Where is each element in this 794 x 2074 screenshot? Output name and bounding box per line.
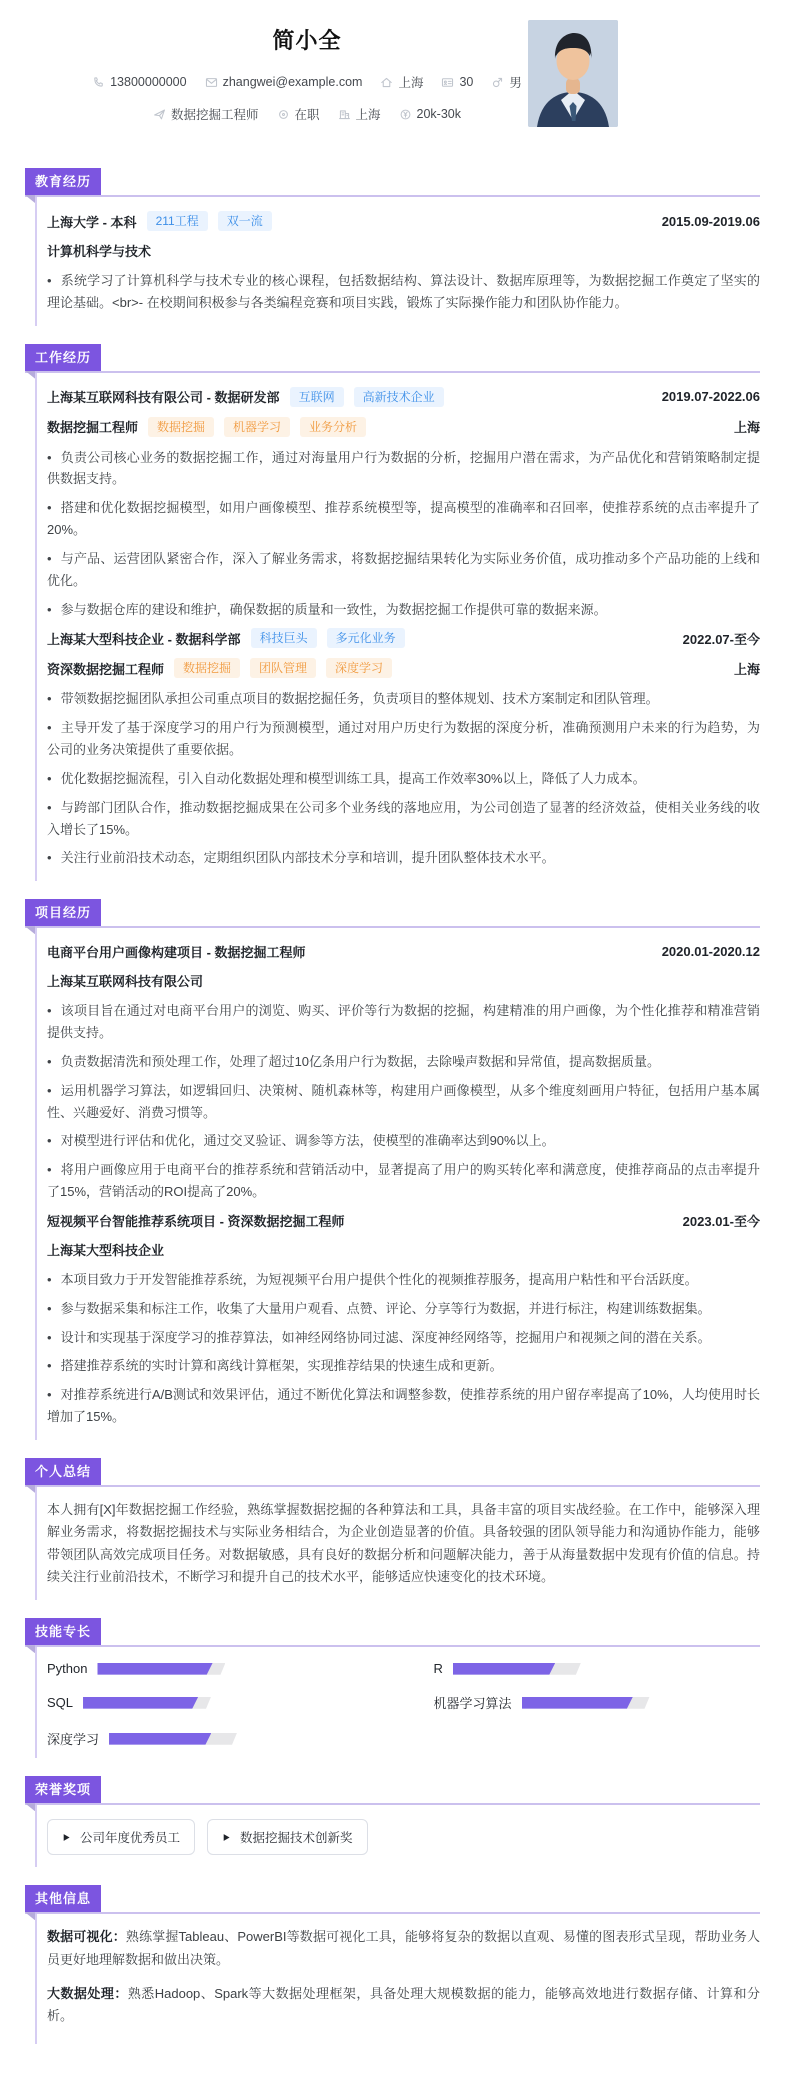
tag: 科技巨头 (251, 628, 317, 648)
entry-date: 2023.01-至今 (682, 1213, 760, 1229)
entry-subtitle-row (47, 1240, 760, 1259)
section-skills (25, 1618, 760, 1758)
tag: 深度学习 (326, 658, 392, 678)
section-fold (25, 371, 35, 379)
skill-name: 机器学习算法 (433, 1696, 512, 1712)
entry-subtitle-group (47, 417, 366, 437)
section-head-awards (25, 1776, 760, 1805)
tag: 团队管理 (250, 658, 316, 678)
tag: 互联网 (290, 387, 344, 407)
section-awards (25, 1776, 760, 1867)
section-projects (25, 899, 760, 1440)
mail-icon (205, 76, 218, 89)
labeled-title: 大数据处理： (47, 1986, 128, 2001)
labeled-text: 熟悉Hadoop、Spark等大数据处理框架，具备处理大规模数据的能力，能够高效地进行数据存储、计算和分析。 (47, 1986, 760, 2024)
entry-date: 2020.01-2020.12 (661, 944, 760, 960)
entry-subtitle: 计算机科学与技术 (47, 244, 152, 259)
section-title-work: 工作经历 (25, 344, 101, 371)
skill-row (434, 1693, 761, 1712)
entry-title-row (47, 628, 760, 648)
contact-text: 上海 (398, 76, 424, 90)
section-head-work (25, 344, 760, 373)
candidate-name: 简小全 (272, 28, 342, 53)
skill-bar (97, 1663, 225, 1675)
bullet-item: • 带领数据挖掘团队承担公司重点项目的数据挖掘任务，负责项目的整体规划、技术方案制定和团队管理。 (47, 688, 760, 710)
award-item[interactable] (47, 1819, 195, 1855)
contact-text: 男 (509, 76, 522, 90)
tag: 数据挖掘 (174, 658, 240, 678)
bullet-item: • 将用户画像应用于电商平台的推荐系统和营销活动中，显著提高了用户的购买转化率和满意度，使推荐商品的点击率提升了15%，营销活动的ROI提高了20%。 (47, 1159, 760, 1203)
section-title-other: 其他信息 (25, 1885, 101, 1912)
gender-icon (491, 76, 504, 89)
skill-bar (453, 1663, 581, 1675)
section-fold (25, 1803, 35, 1811)
tag: 机器学习 (224, 417, 290, 437)
bullet-item: • 对模型进行评估和优化，通过交叉验证、调参等方法，使模型的准确率达到90%以上。 (47, 1130, 760, 1152)
skill-row (434, 1661, 761, 1676)
section-body-awards (35, 1805, 760, 1867)
bullet-item: • 负责公司核心业务的数据挖掘工作，通过对海量用户行为数据的分析，挖掘用户潜在需求，为产品优化和营销策略制定提供数据支持。 (47, 447, 760, 491)
entry-title-group (47, 1211, 345, 1230)
entry-title-row (47, 211, 760, 231)
section-body-projects (35, 928, 760, 1440)
entry-title-group (47, 942, 306, 961)
entry-subtitle-row (47, 971, 760, 990)
section-title-skills: 技能专长 (25, 1618, 101, 1645)
contact-item (277, 105, 320, 123)
contact-item (205, 75, 363, 89)
section-head-projects (25, 899, 760, 928)
skill-bar-fill (83, 1697, 198, 1709)
skill-bar-fill (453, 1663, 555, 1675)
section-title-awards: 荣誉奖项 (25, 1776, 101, 1803)
entry-location: 上海 (733, 420, 760, 436)
entry-title-group (47, 387, 444, 407)
play-icon (62, 1833, 71, 1842)
skill-name: Python (47, 1661, 88, 1677)
section-other (25, 1885, 760, 2043)
bullet-item: • 主导开发了基于深度学习的用户行为预测模型，通过对用户历史行为数据的深度分析，准确预测用户未来的行为趋势，为公司的业务决策提供了重要依据。 (47, 717, 760, 761)
entry-subtitle-group (47, 971, 203, 990)
entry-title-row (47, 942, 760, 961)
entry-title: 上海某大型科技企业 - 数据科学部 (47, 631, 241, 647)
profile-photo-illustration (528, 20, 618, 127)
entry (47, 628, 760, 869)
entry-date: 2019.07-2022.06 (661, 389, 760, 405)
contact-text: 在职 (294, 108, 320, 122)
section-summary (25, 1458, 760, 1600)
entry-subtitle: 资深数据挖掘工程师 (47, 661, 165, 677)
labeled-paragraph (47, 1983, 760, 2028)
skill-bar-fill (97, 1663, 212, 1675)
section-title-projects: 项目经历 (25, 899, 101, 926)
sections-container (25, 168, 760, 2044)
entry-subtitle-row (47, 417, 760, 437)
job-intention-icon (153, 108, 166, 121)
bullet-item: • 搭建和优化数据挖掘模型，如用户画像模型、推荐系统模型等，提高模型的准确率和召回率，使推荐系统的点击率提升了20%。 (47, 497, 760, 541)
skill-row (47, 1661, 374, 1676)
entry-date: 2015.09-2019.06 (661, 213, 760, 229)
award-label: 公司年度优秀员工 (80, 1831, 181, 1846)
bullet-item: • 该项目旨在通过对电商平台用户的浏览、购买、评价等行为数据的挖掘，构建精准的用户画像，为个性化推荐和精准营销提供支持。 (47, 1000, 760, 1044)
contact-item (399, 107, 461, 121)
skill-name: 深度学习 (47, 1732, 100, 1748)
play-icon (222, 1833, 231, 1842)
section-title-education: 教育经历 (25, 168, 101, 195)
entry-date: 2022.07-至今 (682, 631, 760, 647)
entry-title: 电商平台用户画像构建项目 - 数据挖掘工程师 (47, 945, 306, 961)
section-fold (25, 1485, 35, 1493)
skill-bar (522, 1697, 650, 1709)
age-icon (441, 76, 454, 89)
section-body-education (35, 197, 760, 326)
header-center (25, 24, 589, 123)
contact-item (441, 75, 473, 89)
section-head-summary (25, 1458, 760, 1487)
contact-item (338, 105, 381, 123)
award-item[interactable] (207, 1819, 368, 1855)
bullet-item: • 本项目致力于开发智能推荐系统，为短视频平台用户提供个性化的视频推荐服务，提高用户粘性和平台活跃度。 (47, 1269, 760, 1291)
bullet-item: • 系统学习了计算机科学与技术专业的核心课程，包括数据结构、算法设计、数据库原理等，为数据挖掘工作奠定了坚实的理论基础。<br>- 在校期间积极参与各类编程竞赛和项目实践，锻炼了实际操作能力和团队协作能力。 (47, 270, 760, 314)
award-label: 数据挖掘技术创新奖 (240, 1831, 353, 1846)
section-head-other (25, 1885, 760, 1914)
skill-bar-fill (109, 1733, 211, 1745)
tag: 业务分析 (300, 417, 366, 437)
entry (47, 211, 760, 314)
entry-subtitle-group (47, 1240, 164, 1259)
labeled-text: 熟练掌握Tableau、PowerBI等数据可视化工具，能够将复杂的数据以直观、易懂的图表形式呈现，帮助业务人员更好地理解数据和做出决策。 (47, 1929, 760, 1967)
contact-item (153, 105, 259, 123)
contact-row-2 (25, 105, 589, 123)
tag: 数据挖掘 (148, 417, 214, 437)
section-work (25, 344, 760, 882)
bullet-item: • 对推荐系统进行A/B测试和效果评估，通过不断优化算法和调整参数，使推荐系统的用户留存率提高了10%，人均使用时长增加了15%。 (47, 1384, 760, 1428)
resume-header (25, 24, 760, 150)
bullet-item: • 搭建推荐系统的实时计算和离线计算框架，实现推荐结果的快速生成和更新。 (47, 1355, 760, 1377)
section-body-other (35, 1914, 760, 2043)
contact-item (380, 73, 423, 91)
status-icon (277, 108, 290, 121)
entry-location: 上海 (733, 661, 760, 677)
contact-text: 13800000000 (110, 75, 187, 89)
section-fold (25, 926, 35, 934)
entry-title-group (47, 628, 405, 648)
contact-text: 30 (459, 75, 474, 89)
section-title-summary: 个人总结 (25, 1458, 101, 1485)
contact-text: 数据挖掘工程师 (170, 108, 259, 122)
bullet-item: • 与产品、运营团队紧密合作，深入了解业务需求，将数据挖掘结果转化为实际业务价值，成功推动多个产品功能的上线和优化。 (47, 548, 760, 592)
skill-bar-fill (522, 1697, 633, 1709)
phone-icon (92, 76, 105, 89)
contact-text: 上海 (355, 108, 381, 122)
entry-title-row (47, 387, 760, 407)
entry-subtitle: 数据挖掘工程师 (47, 420, 139, 436)
contact-text: zhangwei@example.com (222, 75, 363, 89)
skill-row (47, 1693, 374, 1712)
bullet-item: • 设计和实现基于深度学习的推荐算法，如神经网络协同过滤、深度神经网络等，挖掘用户和视频之间的潜在关系。 (47, 1327, 760, 1349)
entry-subtitle: 上海某大型科技企业 (47, 1242, 165, 1258)
labeled-title: 数据可视化： (47, 1929, 126, 1945)
entry (47, 1211, 760, 1428)
entry-subtitle-group (47, 658, 392, 678)
section-education (25, 168, 760, 326)
contact-item (92, 75, 186, 89)
bullet-item: • 负责数据清洗和预处理工作，处理了超过10亿条用户行为数据，去除噪声数据和异常值，提高数据质量。 (47, 1051, 760, 1073)
bullet-item: • 参与数据仓库的建设和维护，确保数据的质量和一致性，为数据挖掘工作提供可靠的数据来源。 (47, 599, 760, 621)
city-icon (338, 108, 351, 121)
contact-text: 20k-30k (416, 107, 462, 121)
contact-item (491, 73, 522, 91)
entry-title: 上海某互联网科技有限公司 - 数据研发部 (47, 390, 280, 406)
awards-row (47, 1815, 760, 1863)
entry-title-group (47, 211, 272, 231)
section-body-skills (35, 1647, 760, 1758)
entry-subtitle-group (47, 241, 151, 260)
skills-grid (47, 1657, 760, 1754)
entry-subtitle: 上海某互联网科技有限公司 (47, 974, 204, 990)
tag: 多元化业务 (327, 628, 405, 648)
entry-title-row (47, 1211, 760, 1230)
contact-row-1 (25, 73, 589, 91)
salary-icon (399, 108, 412, 121)
tag: 双一流 (218, 211, 272, 231)
tag: 高新技术企业 (354, 387, 444, 407)
bullet-item: • 运用机器学习算法，如逻辑回归、决策树、随机森林等，构建用户画像模型，从多个维度刻画用户特征，包括用户基本属性、兴趣爱好、消费习惯等。 (47, 1080, 760, 1124)
bullet-item: • 与跨部门团队合作，推动数据挖掘成果在公司多个业务线的落地应用，为公司创造了显著的经济效益，使相关业务线的收入增长了15%。 (47, 797, 760, 841)
entry (47, 387, 760, 621)
bullet-item: • 参与数据采集和标注工作，收集了大量用户观看、点赞、评论、分享等行为数据，并进行标注，构建训练数据集。 (47, 1298, 760, 1320)
skill-bar (109, 1733, 237, 1745)
entry-title: 上海大学 - 本科 (47, 214, 137, 230)
section-head-skills (25, 1618, 760, 1647)
labeled-paragraph (47, 1926, 760, 1971)
tag: 211工程 (147, 211, 208, 231)
entry-subtitle-row (47, 658, 760, 678)
summary-text: 本人拥有[X]年数据挖掘工作经验，熟练掌握数据挖掘的各种算法和工具，具备丰富的项目实战经验。在工作中，能够深入理解业务需求，将数据挖掘技术与实际业务相结合，为企业创造显著的价值。具备较强的团队领导能力和沟通协作能力，能够带领团队高效完成项目任务。对数据敏感，具有良好的数据分析和问题解决能力，善于从海量数据中发现有价值的信息。持续关注行业前沿技术，不断学习和提升自己的技术水平，能够适应快速变化的技术环境。 (47, 1501, 760, 1584)
entry-subtitle-row (47, 241, 760, 260)
section-body-summary (35, 1487, 760, 1600)
bullet-item: • 优化数据挖掘流程，引入自动化数据处理和模型训练工具，提高工作效率30%以上，降低了人力成本。 (47, 768, 760, 790)
section-body-work (35, 373, 760, 882)
profile-photo (528, 20, 618, 127)
section-fold (25, 1912, 35, 1920)
section-head-education (25, 168, 760, 197)
skill-bar (83, 1697, 211, 1709)
section-fold (25, 195, 35, 203)
skill-row (47, 1729, 374, 1748)
section-fold (25, 1645, 35, 1653)
home-icon (380, 76, 393, 89)
entry (47, 942, 760, 1203)
bullet-item: • 关注行业前沿技术动态，定期组织团队内部技术分享和培训，提升团队整体技术水平。 (47, 847, 760, 869)
skill-name: SQL (47, 1695, 74, 1711)
entry-title: 短视频平台智能推荐系统项目 - 资深数据挖掘工程师 (47, 1213, 345, 1229)
skill-name: R (433, 1661, 443, 1677)
